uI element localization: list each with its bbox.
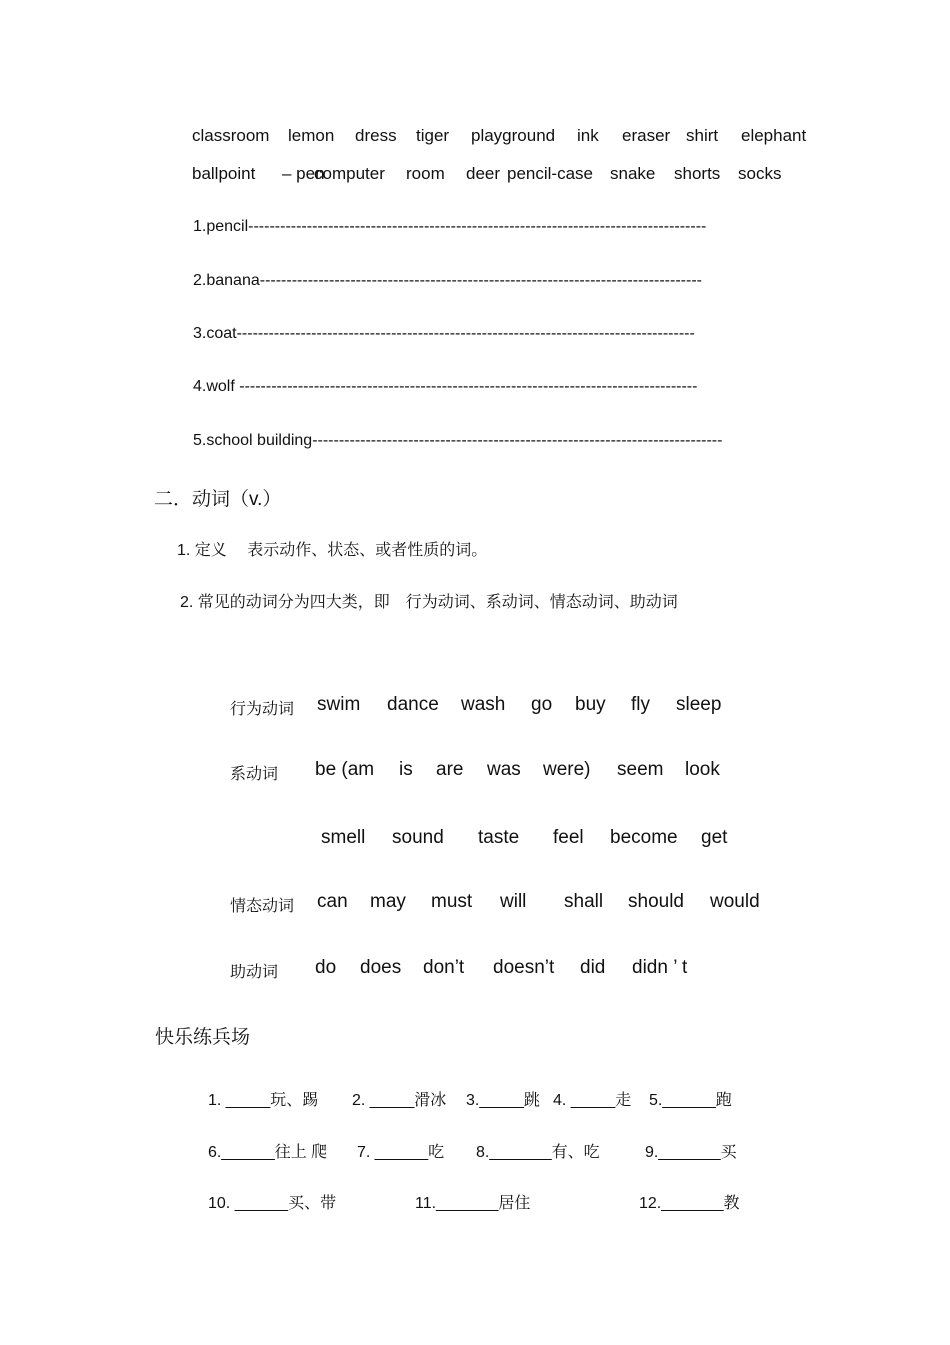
verb-category-label: 行为动词 xyxy=(230,701,295,718)
word-bank-line-1 xyxy=(0,126,950,148)
practice-item: 7. ______吃 xyxy=(357,1144,445,1161)
word-bank-word: socks xyxy=(738,164,782,183)
verb-word: smell xyxy=(321,827,366,848)
word-bank-word: shorts xyxy=(674,164,721,183)
verb-word: sleep xyxy=(676,694,722,715)
verb-word: don’t xyxy=(423,957,465,978)
verb-word: be (am xyxy=(315,759,375,780)
verb-categories-intro: 2. 常见的动词分为四大类，即 行为动词、系动词、情态动词、助动词 xyxy=(180,594,678,611)
verb-word: go xyxy=(531,694,553,715)
verb-word: get xyxy=(701,827,728,848)
word-bank-word: computer xyxy=(314,164,385,183)
verb-word: didn ’ t xyxy=(632,957,688,978)
verb-category-label: 系动词 xyxy=(230,766,279,783)
verb-word: buy xyxy=(575,694,606,715)
verb-word: fly xyxy=(631,694,650,715)
practice-item: 3._____跳 xyxy=(466,1092,540,1109)
verb-category-label: 情态动词 xyxy=(230,898,295,915)
verb-word: do xyxy=(315,957,337,978)
word-bank-word: elephant xyxy=(741,126,807,145)
classify-item: 1.pencil-------------------------------------------------------------------------------------- xyxy=(193,218,707,235)
verb-word: were) xyxy=(543,759,591,780)
verb-word: feel xyxy=(553,827,584,848)
verb-word: dance xyxy=(387,694,439,715)
verb-words-modal xyxy=(0,891,950,917)
word-bank-word: snake xyxy=(610,164,656,183)
practice-item: 5.______跑 xyxy=(649,1092,732,1109)
verb-word: is xyxy=(399,759,413,780)
practice-item: 8._______有、吃 xyxy=(476,1144,600,1161)
word-bank-word: tiger xyxy=(416,126,450,145)
verb-definition: 1. 定义 表示动作、状态、或者性质的词。 xyxy=(177,542,488,559)
word-bank-word: classroom xyxy=(192,126,270,145)
verb-words-linking xyxy=(0,759,950,785)
word-bank-word: playground xyxy=(471,126,556,145)
word-bank-word: eraser xyxy=(622,126,671,145)
practice-item: 4. _____走 xyxy=(553,1092,632,1109)
verb-word: wash xyxy=(461,694,506,715)
verb-word: sound xyxy=(392,827,444,848)
classify-item: 2.banana----------------------------------------------------------------------------------- xyxy=(193,272,702,289)
classify-item: 4.wolf -------------------------------------------------------------------------------------- xyxy=(193,378,698,395)
verb-word: shall xyxy=(564,891,604,912)
practice-item: 6.______往上 爬 xyxy=(208,1144,328,1161)
verb-word: should xyxy=(628,891,684,912)
word-bank-word: deer xyxy=(466,164,501,183)
word-bank-line-2 xyxy=(0,164,950,186)
verb-word: may xyxy=(370,891,406,912)
practice-item: 9._______买 xyxy=(645,1144,737,1161)
practice-item: 11._______居住 xyxy=(415,1195,531,1212)
section-heading-verbs: 二．动词（v.） xyxy=(154,489,282,510)
verb-word: doesn’t xyxy=(493,957,555,978)
verb-word: look xyxy=(685,759,720,780)
verb-words-auxiliary xyxy=(0,957,950,983)
verb-word: swim xyxy=(317,694,361,715)
practice-item: 12._______教 xyxy=(639,1195,740,1212)
verb-word: would xyxy=(710,891,760,912)
verb-word: must xyxy=(431,891,473,912)
practice-item: 2. _____滑冰 xyxy=(352,1092,447,1109)
practice-item: 10. ______买、带 xyxy=(208,1195,337,1212)
verb-word: can xyxy=(317,891,348,912)
word-bank-word: dress xyxy=(355,126,397,145)
verb-word: taste xyxy=(478,827,520,848)
verb-word: will xyxy=(500,891,527,912)
classify-item: 5.school building----------------------------------------------------------------------------- xyxy=(193,432,723,449)
verb-category-label: 助动词 xyxy=(230,964,279,981)
classify-item: 3.coat-------------------------------------------------------------------------------------- xyxy=(193,325,695,342)
word-bank-word: ballpoint xyxy=(192,164,256,183)
word-bank-word: – pen xyxy=(282,164,325,183)
practice-item: 1. _____玩、踢 xyxy=(208,1092,319,1109)
verb-word: does xyxy=(360,957,402,978)
verb-word: seem xyxy=(617,759,664,780)
verb-word: did xyxy=(580,957,606,978)
verb-word: are xyxy=(436,759,464,780)
verb-words-linking-2 xyxy=(0,827,950,853)
verb-word: become xyxy=(610,827,678,848)
practice-heading: 快乐练兵场 xyxy=(155,1027,251,1048)
word-bank-word: pencil-case xyxy=(507,164,593,183)
word-bank-word: room xyxy=(406,164,445,183)
word-bank-word: lemon xyxy=(288,126,335,145)
verb-word: was xyxy=(487,759,521,780)
verb-words-action xyxy=(0,694,950,720)
word-bank-word: ink xyxy=(577,126,599,145)
word-bank-word: shirt xyxy=(686,126,719,145)
